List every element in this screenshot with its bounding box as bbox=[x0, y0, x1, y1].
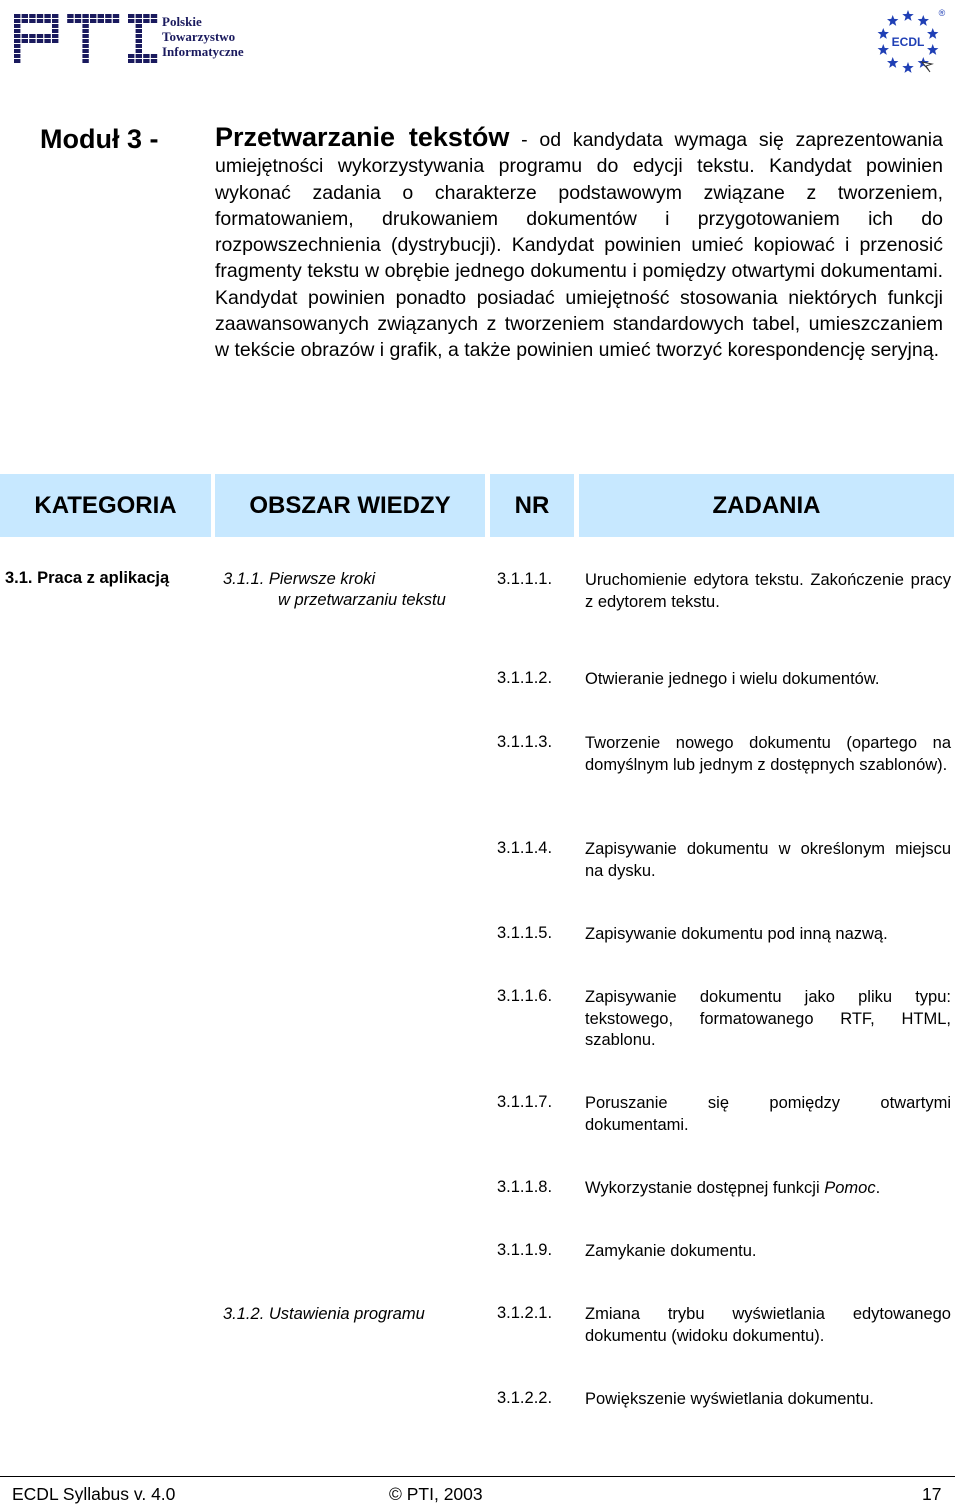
task-text: Poruszanie się pomiędzy otwartymi dokumentami. bbox=[585, 1094, 951, 1134]
star-icon bbox=[887, 15, 898, 26]
task-number: 3.1.1.2. bbox=[497, 669, 553, 687]
task-number: 3.1.1.9. bbox=[497, 1241, 553, 1259]
area-line-1: 3.1.1. Pierwsze kroki bbox=[223, 570, 376, 588]
area-3-1-1 bbox=[223, 569, 446, 611]
footer-center: © PTI, 2003 bbox=[389, 1484, 483, 1504]
star-icon bbox=[878, 28, 889, 39]
star-icon bbox=[902, 62, 913, 73]
star-icon bbox=[927, 28, 938, 39]
task-text: Tworzenie nowego dokumentu (opartego na domyślnym lub jednym z dostępnych szablonów). bbox=[585, 734, 951, 774]
task-text: Otwieranie jednego i wielu dokumentów. bbox=[585, 670, 880, 688]
module-title: Przetwarzanie tekstów bbox=[215, 122, 510, 152]
pti-line-2: Towarzystwo bbox=[162, 29, 236, 44]
star-icon bbox=[902, 10, 913, 21]
task-text bbox=[585, 1178, 951, 1200]
task-text: Zapisywanie dokumentu jako pliku typu: tekstowego, formatowanego RTF, HTML, szablonu. bbox=[585, 988, 951, 1049]
task-text: Uruchomienie edytora tekstu. Zakończenie pracy z edytorem tekstu. bbox=[585, 571, 951, 611]
category-label: 3.1. Praca z aplikacją bbox=[5, 569, 170, 587]
area-3-1-2 bbox=[223, 1304, 425, 1325]
task-number: 3.1.1.5. bbox=[497, 924, 553, 942]
module-label: Moduł 3 - bbox=[40, 124, 159, 154]
cursor-icon bbox=[922, 62, 932, 72]
task-text: Zapisywanie dokumentu pod inną nazwą. bbox=[585, 925, 888, 943]
module-lead: - od kandydata wymaga się zaprezentowania umiejętności wykorzystywania programu do edycji tekstu. Kandydat powinien wykonać zadania o charakterze podstawowym związane z tworzeniem, formatowaniem, drukowaniem dokumentów i przygotowaniem ich do rozpowszechnienia (dystrybucji). Kandydat powinien umieć kopiować i przenosić fragmenty tekstu w obrębie jednego dokumentu i pomiędzy otwartymi dokumentami. Kandydat powinien ponadto posiadać umiejętność stosowania niektórych funkcji zaawansowanych związanych z tworzeniem standardowych tabel, umieszczaniem w tekście obrazów i grafik, a także powinien umieć tworzyć korespondencję seryjną. bbox=[215, 129, 943, 362]
task-number: 3.1.1.1. bbox=[497, 570, 553, 588]
task-number: 3.1.1.3. bbox=[497, 733, 553, 751]
task-number: 3.1.1.8. bbox=[497, 1178, 553, 1196]
header-nr: NR bbox=[490, 474, 574, 537]
task-text: Zapisywanie dokumentu w określonym miejscu na dysku. bbox=[585, 840, 951, 880]
task-text: Zamykanie dokumentu. bbox=[585, 1242, 757, 1260]
task-text-italic: Pomoc bbox=[824, 1179, 876, 1197]
area-line-2: w przetwarzaniu tekstu bbox=[278, 591, 446, 609]
module-description bbox=[215, 124, 943, 364]
header-zadania: ZADANIA bbox=[579, 474, 954, 537]
ecdl-text: ECDL bbox=[891, 35, 925, 49]
registered-mark: ® bbox=[938, 8, 946, 18]
task-text-after: . bbox=[875, 1179, 881, 1197]
task-number: 3.1.2.1. bbox=[497, 1304, 553, 1322]
pti-name bbox=[162, 14, 244, 59]
footer-page-number: 17 bbox=[922, 1484, 942, 1504]
star-icon bbox=[887, 57, 898, 68]
pti-line-1: Polskie bbox=[162, 14, 202, 29]
task-text: Powiększenie wyświetlania dokumentu. bbox=[585, 1390, 874, 1408]
header-kategoria: KATEGORIA bbox=[0, 474, 211, 537]
header-obszar-wiedzy: OBSZAR WIEDZY bbox=[215, 474, 485, 537]
footer-left: ECDL Syllabus v. 4.0 bbox=[12, 1484, 176, 1504]
task-number: 3.1.1.6. bbox=[497, 987, 553, 1005]
ecdl-logo bbox=[872, 4, 952, 76]
star-icon bbox=[927, 44, 938, 55]
task-text-before: Wykorzystanie dostępnej funkcji bbox=[585, 1179, 825, 1197]
pti-line-3: Informatyczne bbox=[162, 44, 244, 59]
area-line-1: 3.1.2. Ustawienia programu bbox=[223, 1305, 425, 1323]
task-number: 3.1.1.7. bbox=[497, 1093, 553, 1111]
star-icon bbox=[918, 15, 929, 26]
task-number: 3.1.1.4. bbox=[497, 839, 553, 857]
task-text: Zmiana trybu wyświetlania edytowanego dokumentu (widoku dokumentu). bbox=[585, 1305, 951, 1345]
task-number: 3.1.2.2. bbox=[497, 1389, 553, 1407]
star-icon bbox=[878, 44, 889, 55]
footer-divider bbox=[0, 1476, 955, 1477]
